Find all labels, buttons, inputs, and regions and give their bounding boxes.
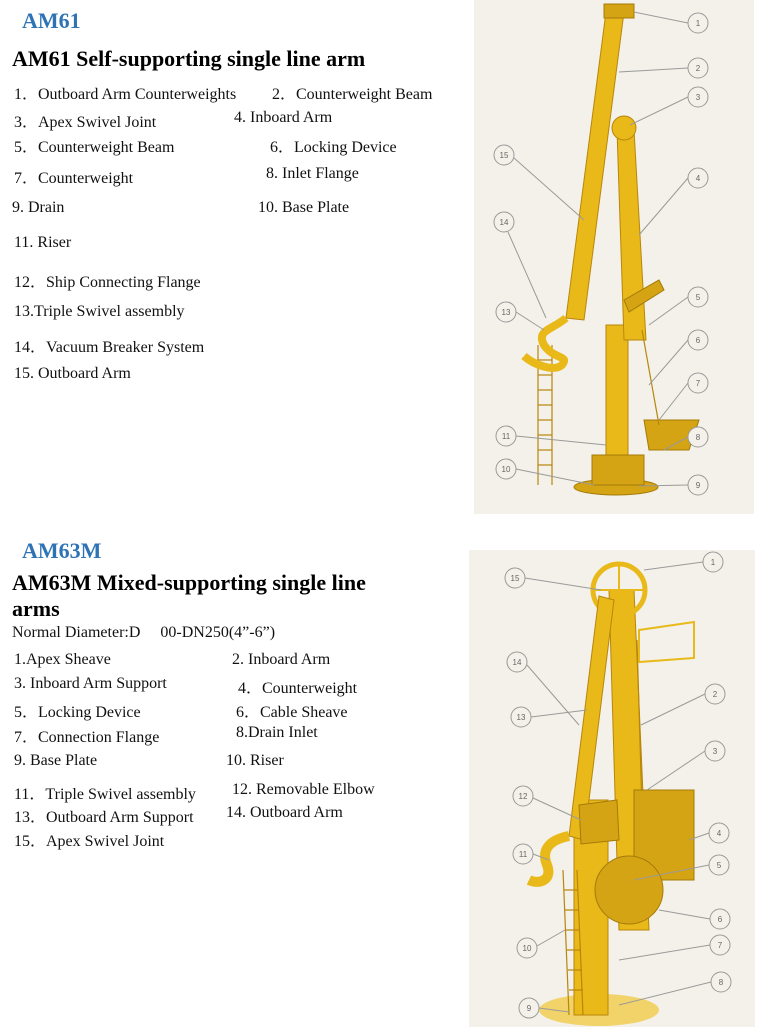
am61-item-7: 7．Counterweight (14, 170, 134, 187)
am63m-callout-1: 1 (710, 558, 716, 567)
am63m-item-12: 12. Removable Elbow (232, 781, 375, 798)
am63m-item-6: 6．Cable Sheave (236, 704, 348, 721)
am63m-callout-5: 5 (716, 861, 722, 870)
outboard-arm-shape (566, 12, 624, 320)
section-title-am63m-line2: arms (12, 596, 60, 621)
am63m-callout-15: 15 (510, 574, 520, 583)
am61-item-4: 4. Inboard Arm (234, 109, 333, 126)
base-housing-shape (592, 455, 644, 485)
am61-item-8: 8. Inlet Flange (266, 165, 359, 182)
am61-callout-13: 13 (501, 308, 511, 317)
am61-item-11: 11. Riser (14, 234, 72, 251)
am63m-callout-8: 8 (718, 978, 724, 987)
am63m-item-8: 8.Drain Inlet (236, 724, 318, 741)
am63m-item-14: 14. Outboard Arm (226, 804, 343, 821)
am61-callout-2: 2 (695, 64, 701, 73)
am61-item-14: 14．Vacuum Breaker System (14, 339, 205, 356)
am63m-item-10: 10. Riser (226, 752, 284, 769)
am61-callout-15: 15 (499, 151, 509, 160)
counterweight-rod-shape (642, 330, 659, 425)
outboard-counterweight-shape (604, 4, 634, 18)
am63m-callout-11: 11 (518, 850, 528, 859)
am63m-callout-12: 12 (518, 792, 528, 801)
am61-item-6: 6．Locking Device (270, 139, 397, 156)
am63m-item-2: 2. Inboard Arm (232, 651, 331, 668)
am63m-item-9: 9. Base Plate (14, 752, 98, 769)
am61-item-12: 12．Ship Connecting Flange (14, 274, 201, 291)
am61-item-1: 1．Outboard Arm Counterweights (14, 86, 237, 103)
cable-sheave-shape (595, 856, 663, 924)
am61-callout-9: 9 (695, 481, 701, 490)
section-heading-am63m: AM63M (22, 538, 102, 563)
am61-callout-3: 3 (695, 93, 701, 102)
am63m-callout-10: 10 (522, 944, 532, 953)
am63m-arm-figure (469, 550, 755, 1027)
am61-callout-14: 14 (499, 218, 509, 227)
am63m-callout-4: 4 (716, 829, 722, 838)
am63m-callout-7: 7 (717, 941, 723, 950)
am61-item-2: 2．Counterweight Beam (272, 86, 433, 103)
am63m-callout-6: 6 (717, 915, 723, 924)
section-heading-am61: AM61 (22, 8, 81, 33)
am61-item-9: 9. Drain (12, 199, 65, 216)
am61-callout-11: 11 (501, 432, 511, 441)
am63m-callout-2: 2 (712, 690, 718, 699)
am61-callout-5: 5 (695, 293, 701, 302)
am61-callout-6: 6 (695, 336, 701, 345)
section-title-am63m-line1: AM63M Mixed-supporting single line (12, 570, 366, 595)
am61-arm-illustration (474, 0, 754, 514)
outboard-arm-support-shape (579, 800, 619, 844)
am61-callout-7: 7 (695, 379, 701, 388)
am63m-item-3: 3. Inboard Arm Support (14, 675, 167, 692)
am63m-item-1: 1.Apex Sheave (14, 651, 111, 668)
am63m-callout-3: 3 (712, 747, 718, 756)
am63m-item-4: 4．Counterweight (238, 680, 358, 697)
am63m-item-5: 5．Locking Device (14, 704, 141, 721)
am61-callout-10: 10 (501, 465, 511, 474)
platform-shape (639, 622, 694, 662)
am61-arm-figure (474, 0, 754, 514)
am61-item-3: 3．Apex Swivel Joint (14, 114, 157, 131)
am63m-item-13: 13．Outboard Arm Support (14, 809, 194, 826)
am61-item-13: 13.Triple Swivel assembly (14, 303, 185, 320)
am63m-subtitle: Normal Diameter:D 00-DN250(4”-6”) (12, 624, 276, 641)
am61-item-15: 15. Outboard Arm (14, 365, 131, 382)
am63m-callout-13: 13 (516, 713, 526, 722)
am61-item-5: 5．Counterweight Beam (14, 139, 175, 156)
am63m-callout-14: 14 (512, 658, 522, 667)
apex-swivel-shape (612, 116, 636, 140)
am61-item-10: 10. Base Plate (258, 199, 350, 216)
am63m-arm-illustration (469, 550, 755, 1027)
am63m-item-15: 15．Apex Swivel Joint (14, 833, 165, 850)
section-title-am61: AM61 Self-supporting single line arm (12, 46, 366, 71)
am63m-item-11: 11．Triple Swivel assembly (14, 786, 196, 803)
am63m-item-7: 7．Connection Flange (14, 729, 160, 746)
am63m-callout-9: 9 (526, 1004, 532, 1013)
am61-callout-1: 1 (695, 19, 701, 28)
am61-callout-4: 4 (695, 174, 701, 183)
am61-callout-8: 8 (695, 433, 701, 442)
